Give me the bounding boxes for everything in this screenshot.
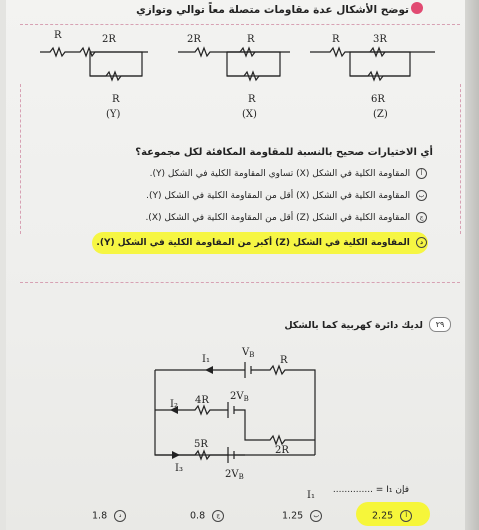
choice-4-value: 1.8 [92,510,108,522]
circuit-y [40,48,148,80]
label-x-r2: R [248,94,256,105]
option-b-text: المقاومة الكلية في الشكل (X) أقل من المقاومة الكلية في الشكل (Y). [146,191,411,201]
option-b[interactable] [146,190,427,201]
left-margin-line [20,84,21,234]
label-z-3r: 3R [373,34,387,45]
option-d-marker: د [416,237,427,248]
choice-4-marker: د [114,510,126,522]
choice-3-value: 0.8 [190,510,206,522]
label-4r: 4R [195,395,209,406]
label-2vb-mid: $2V_B$ [230,391,249,403]
label-i1: I₁ [202,354,210,365]
circuit-z [310,48,435,80]
label-y-name: (Y) [106,109,121,120]
option-a[interactable] [150,168,427,179]
option-a-marker: أ [416,168,427,179]
circuits-diagram [40,26,440,136]
choice-2-value: 1.25 [282,510,304,522]
question-2-title: لديك دائرة كهربية كما بالشكل [284,320,423,331]
choice-3[interactable] [190,510,224,522]
option-c[interactable] [145,212,427,223]
label-2r: 2R [275,445,289,456]
label-z-r: R [332,34,340,45]
option-c-marker: ج [416,212,427,223]
choice-3-marker: ج [212,510,224,522]
question-number-badge [411,2,423,14]
choice-1-marker: أ [400,510,412,522]
option-b-marker: ب [416,190,427,201]
label-5r: 5R [194,439,208,450]
label-2vb-bottom: $2V_B$ [225,469,244,481]
label-y-2r: 2R [102,34,116,45]
label-r-top: R [280,355,288,366]
mid-divider [20,282,460,283]
label-x-name: (X) [242,109,257,120]
choice-2-marker: ب [310,510,322,522]
choice-4[interactable] [92,510,126,522]
choice-1[interactable] [372,510,412,522]
option-a-text: المقاومة الكلية في الشكل (X) تساوي المقاومة الكلية في الشكل (Y). [149,169,411,179]
page-right-edge [465,0,479,530]
right-margin-line [460,84,461,234]
label-x-r1: R [247,34,255,45]
page-left-edge [0,0,6,530]
label-y-r2: R [112,94,120,105]
label-x-2r: 2R [187,34,201,45]
circuit-x [178,48,290,80]
question-1-prompt: أي الاختيارات صحيح بالنسبة للمقاومة المكافئة لكل مجموعة؟ [135,147,433,158]
label-z-name: (Z) [373,109,388,120]
label-z-6r: 6R [371,94,385,105]
circuit-labels [54,30,388,120]
label-i2: I₂ [170,399,178,410]
label-vb-top: $V_B$ [242,347,255,359]
answer-variable: I₁ [307,490,315,501]
option-c-text: المقاومة الكلية في الشكل (Z) أقل من المقاومة الكلية في الشكل (X). [145,213,411,223]
label-y-r1: R [54,30,62,41]
question-2-circuit [150,335,330,485]
choice-2[interactable] [282,510,322,522]
question-2-badge: ٢٩ [429,317,451,332]
answer-prompt: فإن I₁ = .............. [332,485,409,495]
option-d[interactable] [96,237,427,248]
question-1-title: توضح الأشكال عدة مقاومات متصلة معاً توالي وتوازي [136,4,409,16]
label-i3: I₃ [175,463,183,474]
option-d-text: المقاومة الكلية في الشكل (Z) أكبر من المقاومة الكلية في الشكل (Y). [96,238,410,248]
choice-1-value: 2.25 [372,510,394,522]
top-divider [20,24,460,25]
